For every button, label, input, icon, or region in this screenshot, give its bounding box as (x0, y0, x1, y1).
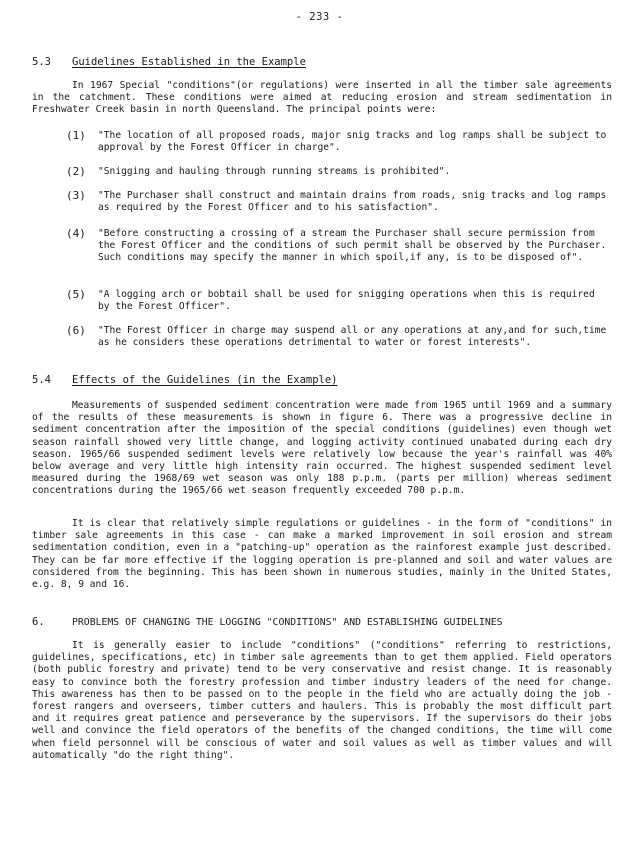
item-text: "Before constructing a crossing of a stream the Purchaser shall secure permission from the Forest Officer and the conditions of such permit shall be observed by the Purchaser. Such conditions may specify the manner in which spoil,if any, is to be disposed of". (98, 228, 607, 264)
list-item (66, 130, 612, 154)
paragraph-text: It is clear that relatively simple regulations or guidelines - in the form of "conditions" in timber sale agreements in this case - can make a marked improvement in soil erosion and stream sedimentation condition, even in a "patching-up" operation as the rainforest example just described. They can be far more effective if the logging operation is pre-planned and soil and water values are considered from the beginning. This has been shown in numerous studies, mainly in the United States, e.g. 8, 9 and 16. (32, 518, 612, 591)
paragraph-text: Measurements of suspended sediment concentration were made from 1965 until 1969 and a summary of the results of these measurements is shown in figure 6. There was a progressive decline in sediment concentration after the imposition of the special conditions (guidelines) even though wet season rainfall showed very little change, and logging activity continued unabated during each dry season. 1965/66 suspended sediment levels were relatively low because the year's rainfall was 40% below average and very little high intensity rain occurred. The highest suspended sediment level measured during the 1968/69 wet season was only 188 p.p.m. (parts per million) whereas sediment concentrations during the 1965/66 wet season frequently exceeded 700 p.p.m. (32, 400, 612, 497)
page-number: - 233 - (295, 11, 344, 23)
section-title: PROBLEMS OF CHANGING THE LOGGING "CONDITIONS" AND ESTABLISHING GUIDELINES (72, 617, 503, 628)
section-5-3-intro (32, 80, 612, 117)
item-text: "The Forest Officer in charge may suspend all or any operations at any,and for such,time as he considers these operations detrimental to water or forest interests". (98, 325, 607, 349)
section-6-paragraph (32, 640, 612, 762)
paragraph-text: It is generally easier to include "conditions" ("conditions" referring to restrictions, guidelines, specifications, etc) in timber sale agreements than to get them applied. Field operators (both public forestry and private) tend to be very conservative and resist change. It is reasonably easy to convince both the forestry profession and timber industry leaders of the need for change. This awareness has then to be passed on to the people in the field who are actually doing the job - forest rangers and overseers, timber cutters and haulers. This is probably the most difficult part and it requires great patience and perseverance by the supervisors. If the supervisors do their jobs well and convince the field operators of the benefits of the changed conditions, the time will come when field personnel will be conscious of water and soil values as well as timber values and will automatically "do the right thing". (32, 640, 612, 761)
list-item (66, 228, 612, 265)
list-item (66, 166, 612, 178)
item-marker: (3) (66, 189, 86, 202)
list-item (66, 289, 612, 313)
list-item (66, 190, 612, 214)
section-5-4-paragraph-2 (32, 518, 612, 591)
item-text: "A logging arch or bobtail shall be used for snigging operations when this is required by the Forest Officer". (98, 289, 595, 313)
paragraph-text: In 1967 Special "conditions"(or regulations) were inserted in all the timber sale agreements in the catchment. These conditions were aimed at reducing erosion and stream sedimentation in Freshwater Creek basin in north Queensland. The principal points were: (32, 80, 612, 116)
item-marker: (6) (66, 324, 86, 337)
section-number: 6. (32, 616, 45, 628)
item-text: "Snigging and hauling through running streams is prohibited". (98, 166, 451, 177)
section-title: Effects of the Guidelines (in the Example) (72, 374, 338, 386)
section-number: 5.3 (32, 56, 51, 68)
item-text: "The location of all proposed roads, major snig tracks and log ramps shall be subject to approval by the Forest Officer in charge". (98, 130, 607, 154)
list-item (66, 325, 612, 349)
item-marker: (5) (66, 288, 86, 301)
item-text: "The Purchaser shall construct and maintain drains from roads, snig tracks and log ramps as required by the Forest Officer and to his satisfaction". (98, 190, 607, 214)
item-marker: (2) (66, 165, 86, 178)
item-marker: (1) (66, 129, 86, 142)
section-number: 5.4 (32, 374, 51, 386)
section-title: Guidelines Established in the Example (72, 56, 306, 68)
item-marker: (4) (66, 227, 86, 240)
section-5-4-paragraph-1 (32, 400, 612, 498)
